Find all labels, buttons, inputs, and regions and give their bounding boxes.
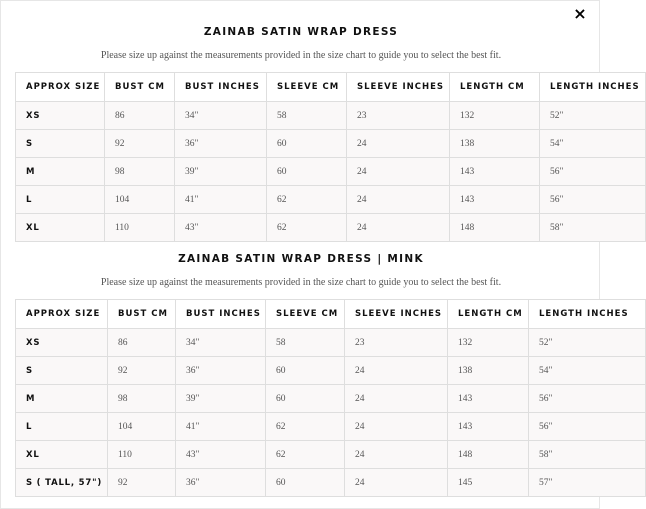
table-cell: 54" — [540, 130, 646, 158]
table-cell: 138 — [450, 130, 540, 158]
table-cell: 39" — [175, 158, 267, 186]
table-row — [16, 214, 646, 242]
table-cell: 24 — [345, 385, 448, 413]
table-cell: 56" — [540, 158, 646, 186]
size-cell: XS — [16, 102, 105, 130]
table-cell: 24 — [345, 441, 448, 469]
table-row — [16, 385, 646, 413]
table-cell: 148 — [450, 214, 540, 242]
table-header-row — [16, 300, 646, 329]
table-cell: 56" — [529, 413, 646, 441]
table-cell: 52" — [529, 329, 646, 357]
close-icon[interactable]: × — [573, 4, 587, 23]
table-row — [16, 329, 646, 357]
section-description: Please size up against the measurements provided in the size chart to guide you to select the best fit. — [100, 277, 502, 288]
table-cell: 23 — [345, 329, 448, 357]
table-cell: 143 — [450, 186, 540, 214]
table-cell: 62 — [266, 441, 345, 469]
table-cell: 92 — [108, 357, 176, 385]
size-cell: L — [16, 186, 105, 214]
table-cell: 86 — [108, 329, 176, 357]
table-cell: 52" — [540, 102, 646, 130]
table-cell: 60 — [266, 357, 345, 385]
table-cell: 148 — [448, 441, 529, 469]
table-cell: 132 — [450, 102, 540, 130]
table-cell: 62 — [267, 214, 347, 242]
header-sleeve-inches: SLEEVE INCHES — [345, 300, 448, 329]
table-cell: 39" — [176, 385, 266, 413]
table-row — [16, 130, 646, 158]
header-bust-cm: BUST CM — [108, 300, 176, 329]
header-bust-cm: BUST CM — [105, 73, 175, 102]
table-cell: 41" — [175, 186, 267, 214]
table-cell: 24 — [345, 469, 448, 497]
size-cell: M — [16, 158, 105, 186]
table-cell: 24 — [345, 413, 448, 441]
header-length-cm: LENGTH CM — [448, 300, 529, 329]
section-title: ZAINAB SATIN WRAP DRESS | MINK — [178, 253, 424, 265]
table-cell: 86 — [105, 102, 175, 130]
table-cell: 143 — [450, 158, 540, 186]
size-cell: XL — [16, 214, 105, 242]
table-row — [16, 158, 646, 186]
table-cell: 24 — [347, 130, 450, 158]
table-header-row — [16, 73, 646, 102]
size-cell: XS — [16, 329, 108, 357]
table-cell: 143 — [448, 385, 529, 413]
table-cell: 104 — [108, 413, 176, 441]
header-length-cm: LENGTH CM — [450, 73, 540, 102]
table-cell: 60 — [267, 130, 347, 158]
table-cell: 57" — [529, 469, 646, 497]
section-description: Please size up against the measurements provided in the size chart to guide you to select the best fit. — [100, 50, 502, 61]
table-cell: 145 — [448, 469, 529, 497]
table-cell: 24 — [347, 214, 450, 242]
table-cell: 58 — [267, 102, 347, 130]
size-chart-table — [15, 299, 646, 497]
size-cell: S — [16, 357, 108, 385]
table-cell: 56" — [529, 385, 646, 413]
header-length-inches: LENGTH INCHES — [540, 73, 646, 102]
table-row — [16, 441, 646, 469]
table-cell: 104 — [105, 186, 175, 214]
table-cell: 92 — [105, 130, 175, 158]
size-cell: L — [16, 413, 108, 441]
table-cell: 98 — [108, 385, 176, 413]
size-cell: S — [16, 130, 105, 158]
table-cell: 138 — [448, 357, 529, 385]
table-row — [16, 469, 646, 497]
header-approx-size: APPROX SIZE — [16, 73, 105, 102]
table-cell: 58" — [540, 214, 646, 242]
table-cell: 34" — [176, 329, 266, 357]
table-cell: 36" — [176, 469, 266, 497]
table-cell: 92 — [108, 469, 176, 497]
header-sleeve-cm: SLEEVE CM — [266, 300, 345, 329]
table-cell: 34" — [175, 102, 267, 130]
table-cell: 43" — [176, 441, 266, 469]
table-cell: 62 — [266, 413, 345, 441]
table-cell: 143 — [448, 413, 529, 441]
table-row — [16, 357, 646, 385]
table-cell: 60 — [266, 385, 345, 413]
table-cell: 43" — [175, 214, 267, 242]
table-cell: 56" — [540, 186, 646, 214]
table-cell: 60 — [266, 469, 345, 497]
table-cell: 110 — [108, 441, 176, 469]
size-cell: S ( TALL, 57") — [16, 469, 108, 497]
table-cell: 58 — [266, 329, 345, 357]
size-chart-table — [15, 72, 646, 242]
table-cell: 58" — [529, 441, 646, 469]
table-cell: 41" — [176, 413, 266, 441]
header-sleeve-inches: SLEEVE INCHES — [347, 73, 450, 102]
size-cell: XL — [16, 441, 108, 469]
table-cell: 110 — [105, 214, 175, 242]
header-length-inches: LENGTH INCHES — [529, 300, 646, 329]
table-cell: 62 — [267, 186, 347, 214]
table-cell: 60 — [267, 158, 347, 186]
section-title: ZAINAB SATIN WRAP DRESS — [203, 26, 399, 38]
table-cell: 98 — [105, 158, 175, 186]
header-bust-inches: BUST INCHES — [176, 300, 266, 329]
size-cell: M — [16, 385, 108, 413]
header-bust-inches: BUST INCHES — [175, 73, 267, 102]
table-cell: 132 — [448, 329, 529, 357]
table-cell: 24 — [347, 158, 450, 186]
table-cell: 24 — [345, 357, 448, 385]
table-cell: 54" — [529, 357, 646, 385]
table-row — [16, 102, 646, 130]
table-cell: 36" — [176, 357, 266, 385]
table-cell: 24 — [347, 186, 450, 214]
table-row — [16, 413, 646, 441]
header-sleeve-cm: SLEEVE CM — [267, 73, 347, 102]
table-cell: 36" — [175, 130, 267, 158]
header-approx-size: APPROX SIZE — [16, 300, 108, 329]
table-cell: 23 — [347, 102, 450, 130]
table-row — [16, 186, 646, 214]
